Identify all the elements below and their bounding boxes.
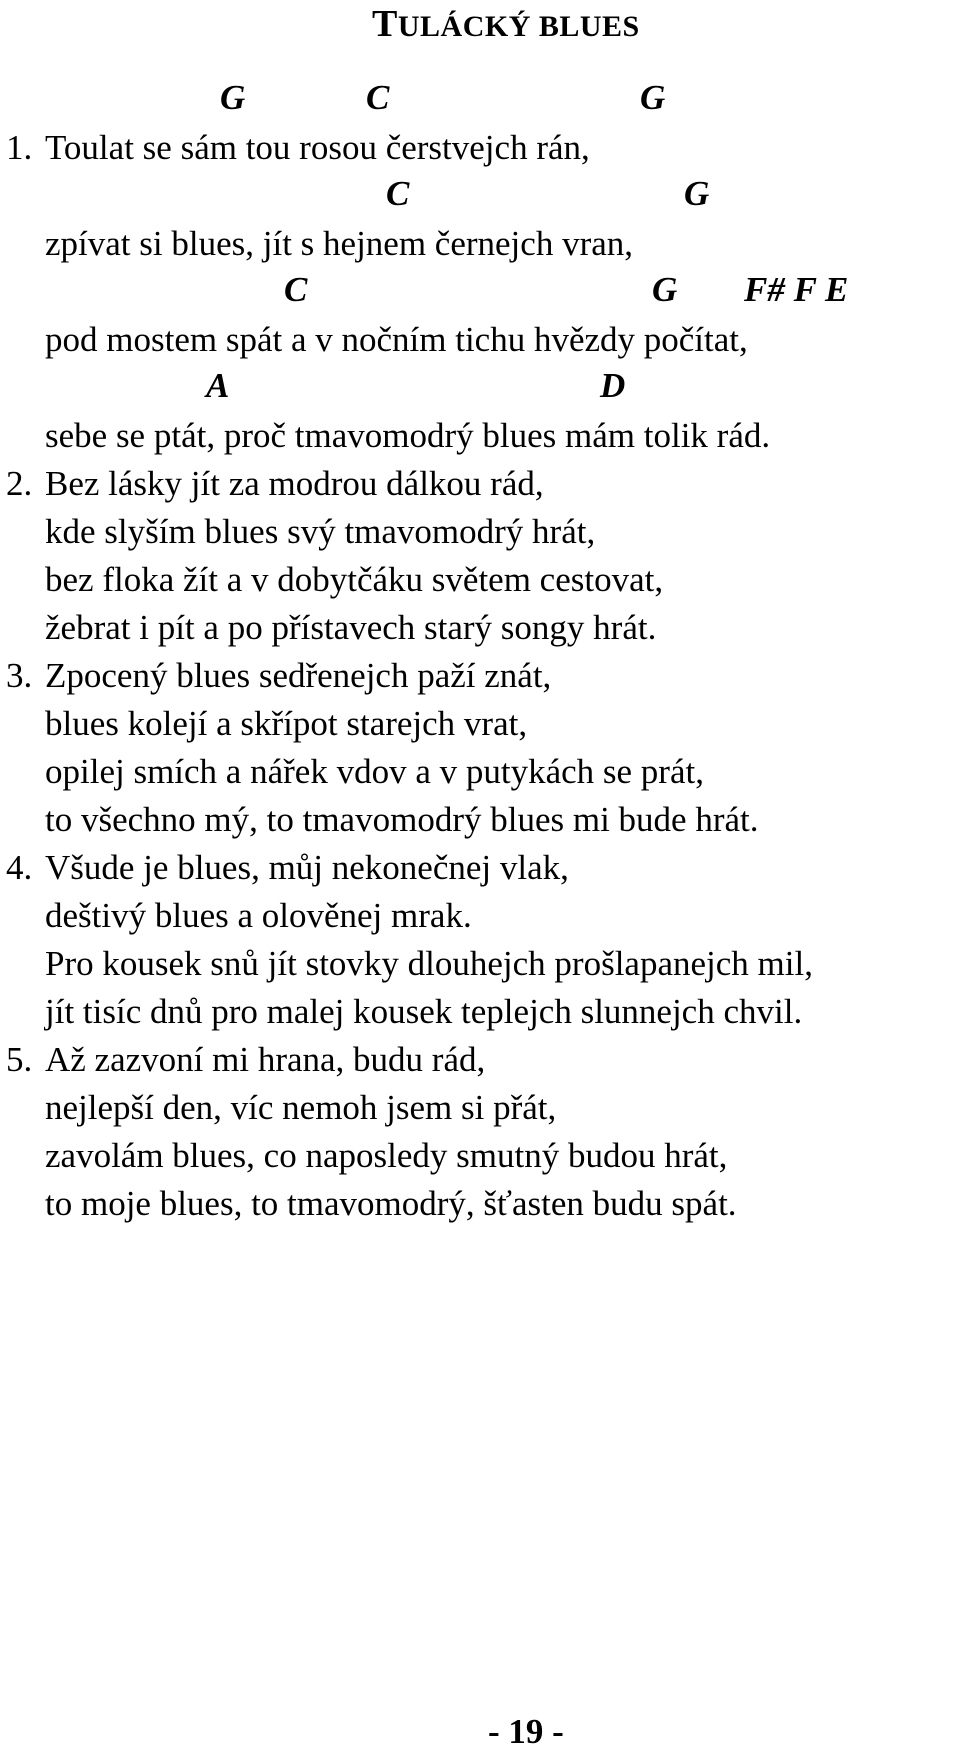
lyric-text: blues kolejí a skřípot starejch vrat, <box>45 704 528 743</box>
chord: G <box>640 78 666 117</box>
chord: G <box>652 270 678 309</box>
chord-row-2 <box>0 174 960 218</box>
chord: D <box>600 366 626 405</box>
lyric-text: zavolám blues, co naposledy smutný budou hrát, <box>45 1136 728 1175</box>
verse-number: 4. <box>6 848 33 887</box>
lyric-text: sebe se ptát, proč tmavomodrý blues mám tolik rád. <box>45 416 771 455</box>
lyric-text: Bez lásky jít za modrou dálkou rád, <box>45 464 544 503</box>
title-rest: ULÁCKÝ BLUES <box>397 10 640 43</box>
lyric-text: opilej smích a nářek vdov a v putykách se prát, <box>45 752 704 791</box>
lyric-text: Pro kousek snů jít stovky dlouhejch prošlapanejch mil, <box>45 944 813 983</box>
verse-number: 2. <box>6 464 33 503</box>
lyric-text: Toulat se sám tou rosou čerstvejch rán, <box>45 128 590 167</box>
chord: A <box>206 366 230 405</box>
chord-row-1 <box>0 78 960 122</box>
chord: C <box>366 78 390 117</box>
lyric-text: žebrat i pít a po přístavech starý songy hrát. <box>45 608 657 647</box>
lyric-text: Všude je blues, můj nekonečnej vlak, <box>45 848 569 887</box>
chord: C <box>284 270 308 309</box>
verse-number: 5. <box>6 1040 33 1079</box>
lyric-text: kde slyším blues svý tmavomodrý hrát, <box>45 512 596 551</box>
lyric-text: Až zazvoní mi hrana, budu rád, <box>45 1040 486 1079</box>
chord: C <box>386 174 410 213</box>
lyric-text: nejlepší den, víc nemoh jsem si přát, <box>45 1088 557 1127</box>
song-title <box>372 2 640 46</box>
chord: G <box>220 78 246 117</box>
chord: G <box>684 174 710 213</box>
lyric-text: Zpocený blues sedřenejch paží znát, <box>45 656 552 695</box>
lyric-text: pod mostem spát a v nočním tichu hvězdy počítat, <box>45 320 748 359</box>
lyric-text: bez floka žít a v dobytčáku světem cestovat, <box>45 560 664 599</box>
chord: F# F E <box>744 270 849 309</box>
chord-row-4 <box>0 366 960 410</box>
lyric-text: deštivý blues a olověnej mrak. <box>45 896 472 935</box>
lyric-text: to moje blues, to tmavomodrý, šťasten budu spát. <box>45 1184 737 1223</box>
verse-number: 3. <box>6 656 33 695</box>
lyric-text: zpívat si blues, jít s hejnem černejch vran, <box>45 224 634 263</box>
verse-number: 1. <box>6 128 33 167</box>
lyric-text: to všechno mý, to tmavomodrý blues mi bude hrát. <box>45 800 759 839</box>
page-number: - 19 - <box>488 1712 564 1751</box>
lyric-text: jít tisíc dnů pro malej kousek teplejch slunnejch chvil. <box>45 992 803 1031</box>
title-initial: T <box>372 3 398 45</box>
chord-row-3 <box>0 270 960 314</box>
